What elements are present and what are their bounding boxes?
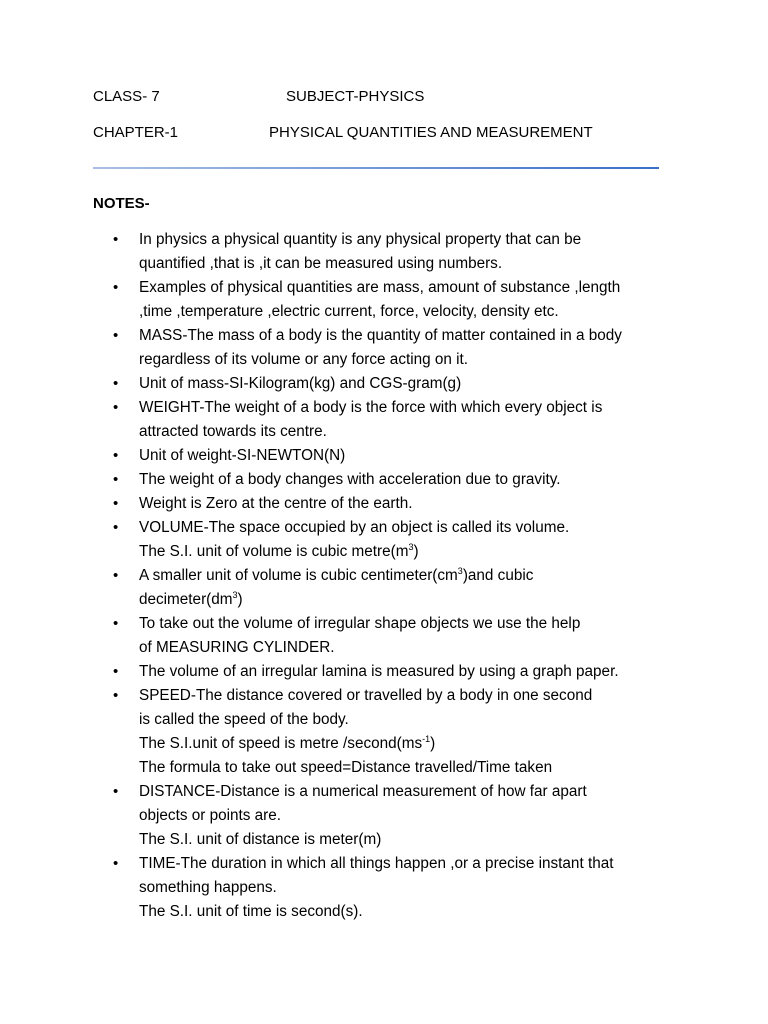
note-text: The S.I. unit of volume is cubic metre(m: [139, 543, 409, 560]
note-line: ,time ,temperature ,electric current, force, velocity, density etc.: [139, 303, 559, 320]
note-line-with-superscript: [139, 540, 673, 564]
note-line: • VOLUME-The space occupied by an object is called its volume.: [139, 519, 570, 536]
header-divider: [93, 167, 659, 169]
note-line: The S.I. unit of distance is meter(m): [139, 831, 382, 848]
note-line: is called the speed of the body.: [139, 711, 349, 728]
note-line: The S.I. unit of time is second(s).: [139, 903, 363, 920]
list-item: [93, 492, 673, 516]
note-line-with-superscript: [139, 564, 673, 588]
superscript: 3: [457, 566, 463, 576]
note-text: decimeter(dm: [139, 591, 233, 608]
note-line: • SPEED-The distance covered or travelled by a body in one second: [139, 687, 593, 704]
list-item: [93, 396, 673, 444]
notes-list: [93, 228, 673, 924]
note-line: regardless of its volume or any force acting on it.: [139, 351, 469, 368]
chapter-title: PHYSICAL QUANTITIES AND MEASUREMENT: [269, 124, 593, 141]
note-line: • WEIGHT-The weight of a body is the force with which every object is: [139, 399, 603, 416]
note-line: of MEASURING CYLINDER.: [139, 639, 335, 656]
note-line: • The volume of an irregular lamina is measured by using a graph paper.: [139, 663, 619, 680]
note-line: The formula to take out speed=Distance travelled/Time taken: [139, 759, 553, 776]
note-text: ): [237, 591, 243, 608]
note-text: A smaller unit of volume is cubic centimeter(cm: [139, 567, 458, 584]
list-item: [93, 372, 673, 396]
note-line: • In physics a physical quantity is any physical property that can be: [139, 231, 582, 248]
note-text: ): [413, 543, 419, 560]
superscript: 3: [232, 590, 238, 600]
note-line: • To take out the volume of irregular shape objects we use the help: [139, 615, 581, 632]
note-line: • Unit of mass-SI-Kilogram(kg) and CGS-gram(g): [139, 375, 462, 392]
note-line: • TIME-The duration in which all things happen ,or a precise instant that: [139, 855, 614, 872]
note-line: • Examples of physical quantities are mass, amount of substance ,length: [139, 279, 621, 296]
list-item: [93, 516, 673, 564]
note-line: • The weight of a body changes with acceleration due to gravity.: [139, 471, 561, 488]
note-line: attracted towards its centre.: [139, 423, 327, 440]
list-item: [93, 228, 673, 276]
note-text: )and cubic: [462, 567, 534, 584]
list-item: [93, 444, 673, 468]
note-line: quantified ,that is ,it can be measured using numbers.: [139, 255, 503, 272]
note-line: • Weight is Zero at the centre of the earth.: [139, 495, 413, 512]
list-item: [93, 684, 673, 780]
list-item: [93, 564, 673, 612]
list-item: [93, 612, 673, 660]
list-item: [93, 324, 673, 372]
note-line-with-superscript: [139, 732, 673, 756]
note-line: • Unit of weight-SI-NEWTON(N): [139, 447, 346, 464]
list-item: [93, 468, 673, 492]
superscript: 3: [408, 542, 414, 552]
superscript: -1: [422, 734, 431, 744]
subject-label: SUBJECT-PHYSICS: [286, 88, 425, 105]
note-line: • MASS-The mass of a body is the quantity of matter contained in a body: [139, 327, 622, 344]
note-line-with-superscript: [139, 588, 673, 612]
note-text: ): [430, 735, 436, 752]
note-text: The S.I.unit of speed is metre /second(ms: [139, 735, 423, 752]
list-item: [93, 852, 673, 924]
list-item: [93, 276, 673, 324]
note-line: something happens.: [139, 879, 277, 896]
list-item: [93, 660, 673, 684]
class-label: CLASS- 7: [93, 88, 160, 105]
note-line: objects or points are.: [139, 807, 281, 824]
list-item: [93, 780, 673, 852]
chapter-label: CHAPTER-1: [93, 124, 179, 141]
note-line: • DISTANCE-Distance is a numerical measurement of how far apart: [139, 783, 587, 800]
notes-heading: NOTES-: [93, 195, 150, 212]
